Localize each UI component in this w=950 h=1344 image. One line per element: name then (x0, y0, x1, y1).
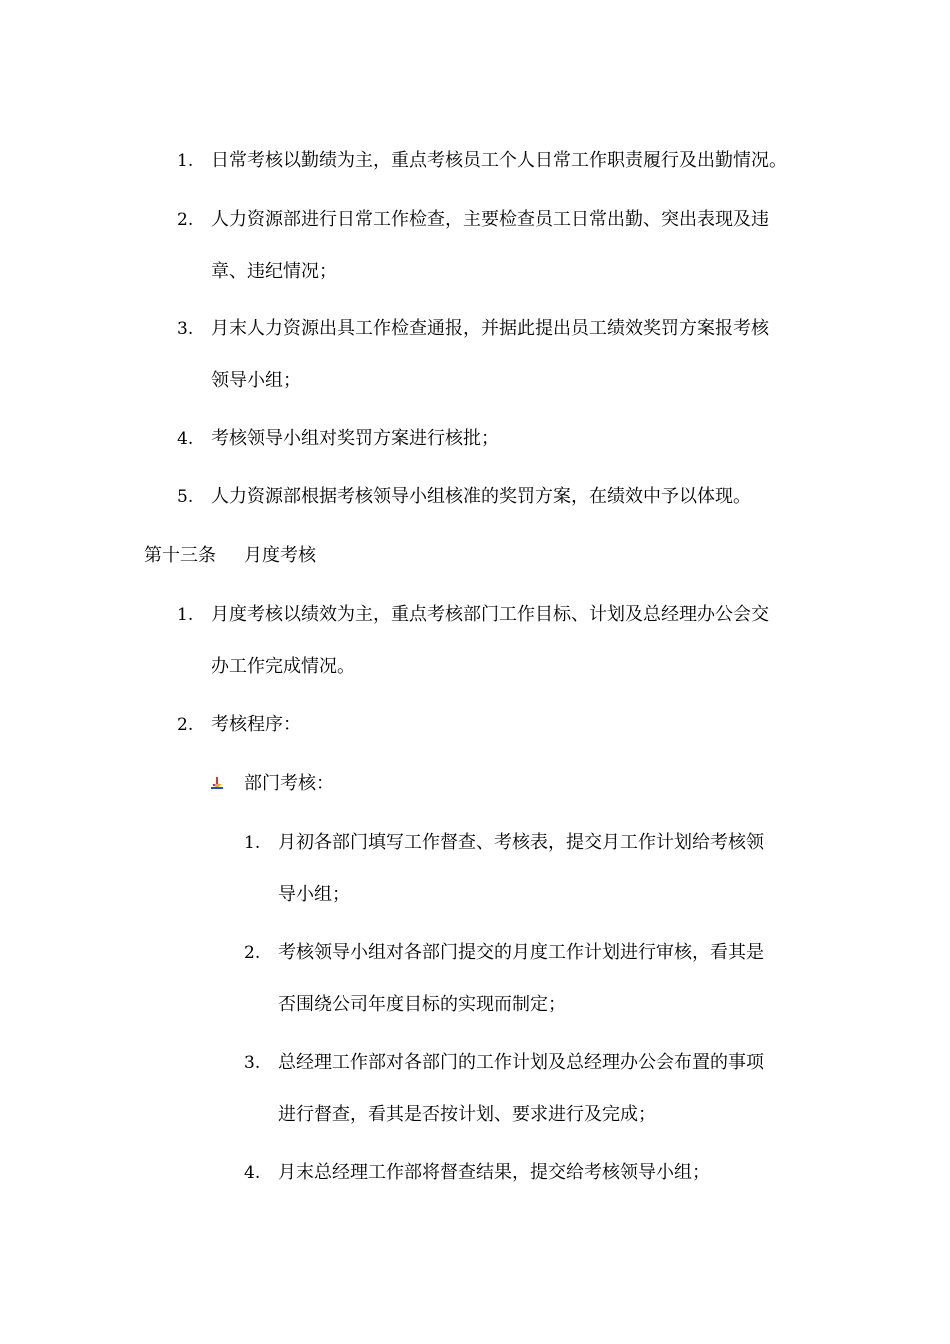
list-item-number: 2. (177, 210, 194, 230)
list-item-text: 月度考核以绩效为主，重点考核部门工作目标、计划及总经理办公会交 (211, 604, 769, 625)
list-item-text-continued: 否围绕公司年度目标的实现而制定； (278, 994, 566, 1015)
list-item-text-continued: 办工作完成情况。 (211, 656, 355, 677)
dept-assessment-label: 部门考核： (244, 773, 334, 794)
list-item-text: 人力资源部进行日常工作检查，主要检查员工日常出勤、突出表现及违 (211, 209, 769, 230)
article-title: 月度考核 (244, 545, 316, 566)
list-item-text: 考核程序： (211, 714, 301, 735)
list-item-text-continued: 领导小组； (211, 370, 301, 391)
list-item-text: 日常考核以勤绩为主，重点考核员工个人日常工作职责履行及出勤情况。 (211, 150, 787, 171)
list-item-text: 人力资源部根据考核领导小组核准的奖罚方案，在绩效中予以体现。 (211, 486, 751, 507)
list-item-text: 月末人力资源出具工作检查通报，并据此提出员工绩效奖罚方案报考核 (211, 318, 769, 339)
list-item-text: 考核领导小组对各部门提交的月度工作计划进行审核，看其是 (278, 942, 764, 963)
list-item-number: 2. (177, 715, 194, 735)
list-item-text: 月末总经理工作部将督查结果，提交给考核领导小组； (278, 1162, 710, 1183)
list-item-text: 考核领导小组对奖罚方案进行核批； (211, 428, 499, 449)
article-label: 第十三条 (144, 545, 216, 566)
list-item-number: 3. (177, 319, 194, 339)
list-item-text-continued: 章、违纪情况； (211, 261, 337, 282)
list-item-number: 4. (177, 429, 194, 449)
list-item-number: 1. (244, 833, 261, 853)
list-item-text: 月初各部门填写工作督查、考核表，提交月工作计划给考核领 (278, 832, 764, 853)
list-item-number: 3. (244, 1053, 261, 1073)
list-item-text-continued: 进行督查，看其是否按计划、要求进行及完成； (278, 1104, 656, 1125)
list-item-number: 2. (244, 943, 261, 963)
list-item-number: 1. (177, 605, 194, 625)
colored-arrow-bullet-icon (210, 776, 224, 790)
list-item-number: 4. (244, 1163, 261, 1183)
list-item-number: 5. (177, 487, 194, 507)
list-item-number: 1. (177, 151, 194, 171)
list-item-text-continued: 导小组； (278, 884, 350, 905)
list-item-text: 总经理工作部对各部门的工作计划及总经理办公会布置的事项 (278, 1052, 764, 1073)
